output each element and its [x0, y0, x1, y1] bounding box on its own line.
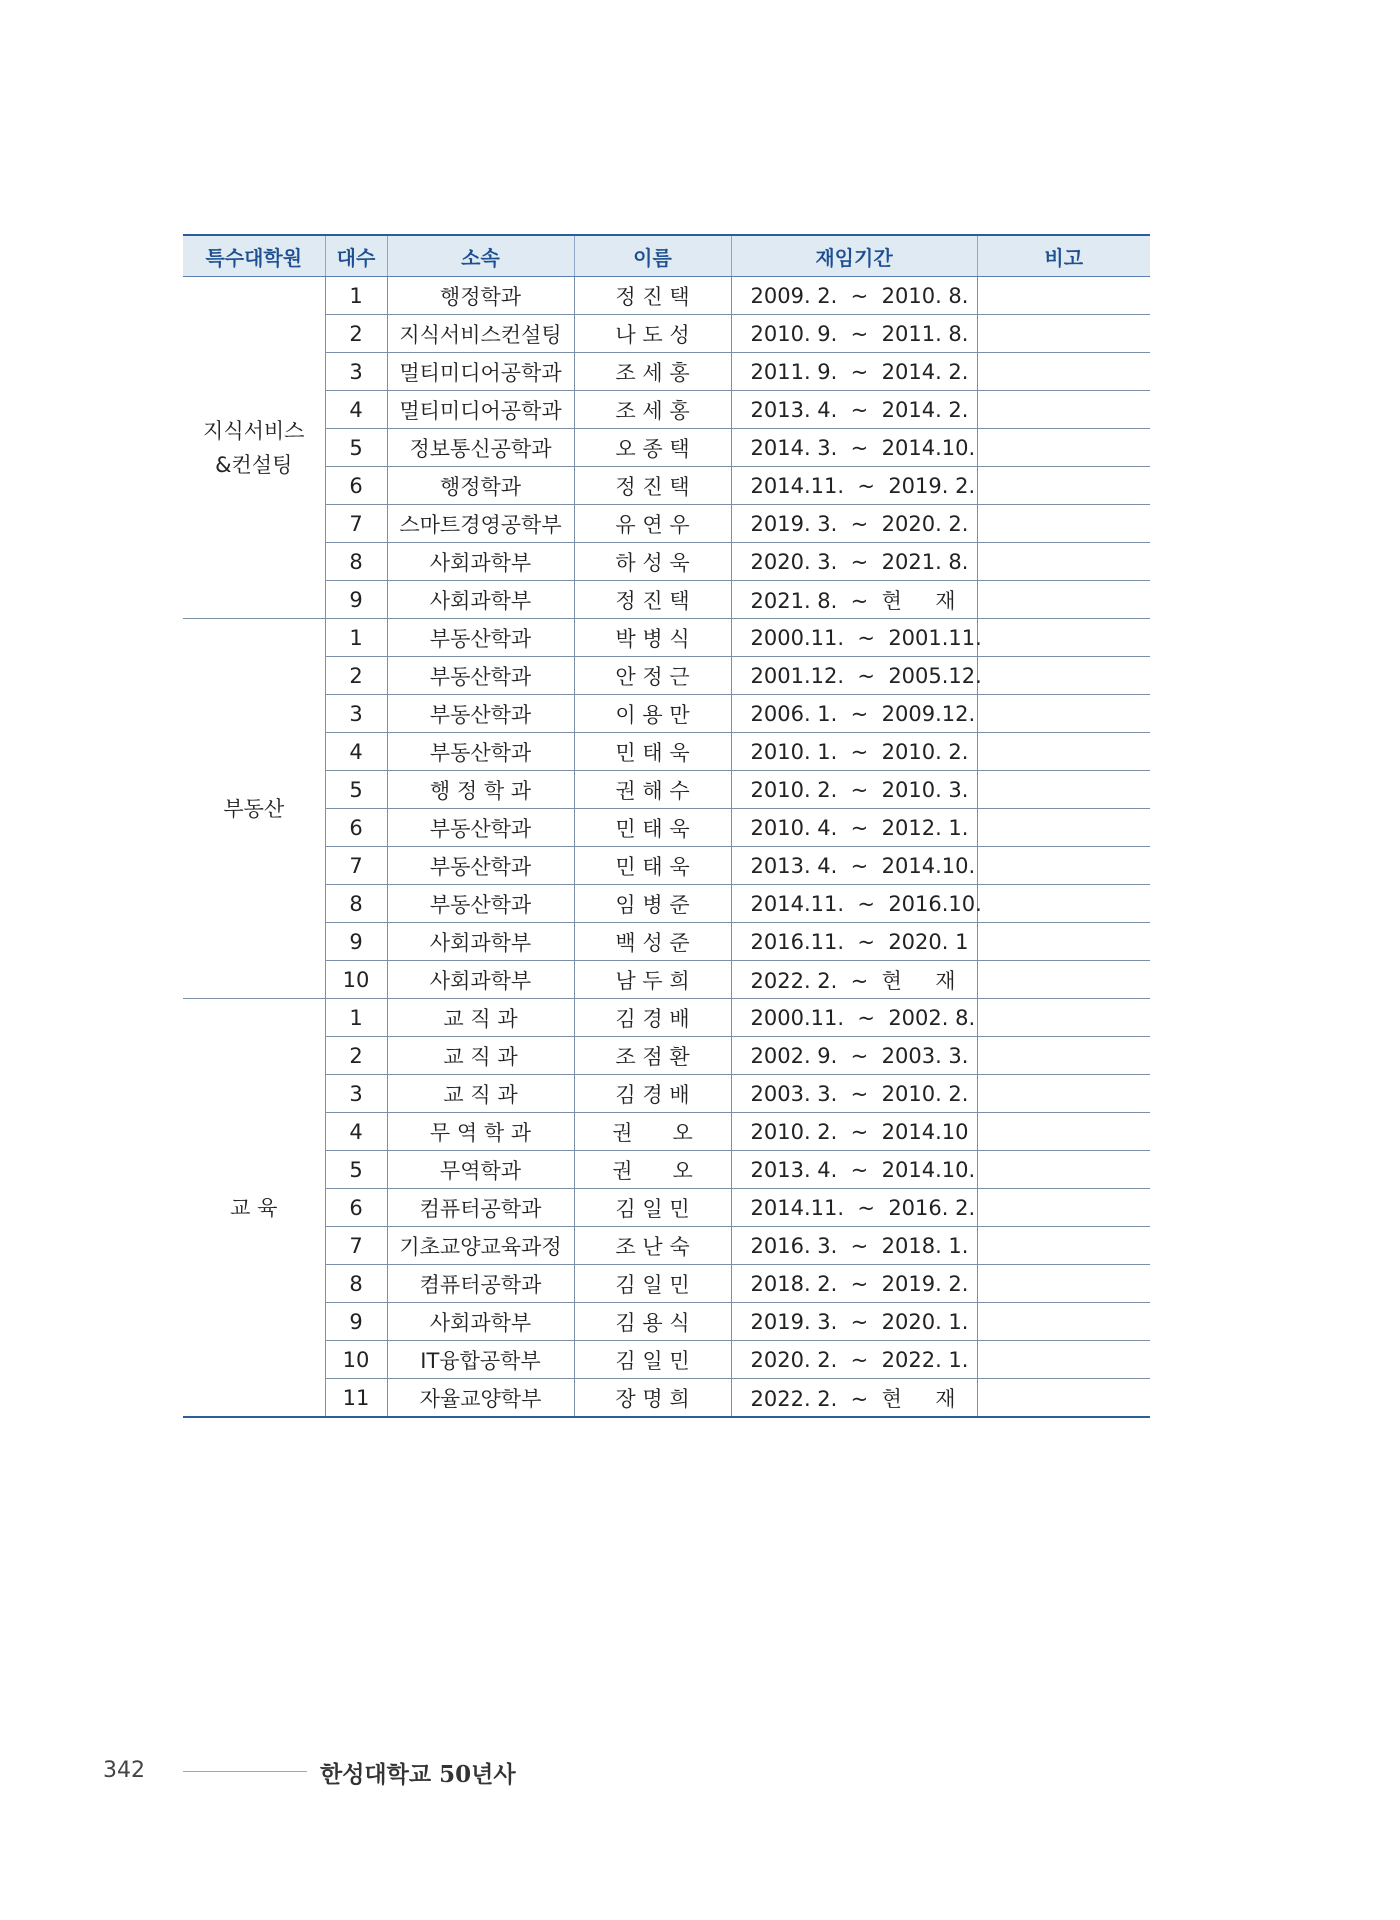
term-cell: 8	[325, 1265, 387, 1303]
remarks-cell	[977, 961, 1150, 999]
remarks-cell	[977, 581, 1150, 619]
remarks-cell	[977, 695, 1150, 733]
department-cell: 정보통신공학과	[387, 429, 574, 467]
term-cell: 9	[325, 581, 387, 619]
name-cell: 정 진 택	[574, 277, 731, 315]
period-cell: 2002. 9. ~ 2003. 3.	[731, 1037, 977, 1075]
department-cell: 컴퓨터공학과	[387, 1189, 574, 1227]
term-cell: 10	[325, 1341, 387, 1379]
term-cell: 7	[325, 847, 387, 885]
remarks-cell	[977, 1189, 1150, 1227]
remarks-cell	[977, 619, 1150, 657]
remarks-cell	[977, 1037, 1150, 1075]
remarks-cell	[977, 353, 1150, 391]
department-cell: 부동산학과	[387, 885, 574, 923]
name-cell: 조 세 홍	[574, 353, 731, 391]
period-cell: 2014.11. ~ 2016. 2.	[731, 1189, 977, 1227]
name-cell: 김 일 민	[574, 1341, 731, 1379]
period-cell: 2016. 3. ~ 2018. 1.	[731, 1227, 977, 1265]
period-cell: 2010. 4. ~ 2012. 1.	[731, 809, 977, 847]
department-cell: 교 직 과	[387, 1037, 574, 1075]
table-row	[183, 1341, 1150, 1379]
remarks-cell	[977, 1075, 1150, 1113]
name-cell: 민 태 욱	[574, 847, 731, 885]
name-cell: 남 두 희	[574, 961, 731, 999]
period-cell: 2010. 2. ~ 2014.10	[731, 1113, 977, 1151]
department-cell: 자율교양학부	[387, 1379, 574, 1418]
department-cell: 행정학과	[387, 277, 574, 315]
term-cell: 5	[325, 771, 387, 809]
term-cell: 1	[325, 277, 387, 315]
department-cell: 부동산학과	[387, 809, 574, 847]
term-cell: 1	[325, 999, 387, 1037]
term-cell: 3	[325, 353, 387, 391]
term-cell: 10	[325, 961, 387, 999]
header-department: 소속	[387, 235, 574, 277]
table-row	[183, 619, 1150, 657]
table-row	[183, 771, 1150, 809]
table-row	[183, 1075, 1150, 1113]
remarks-cell	[977, 847, 1150, 885]
table-row	[183, 885, 1150, 923]
remarks-cell	[977, 657, 1150, 695]
term-cell: 6	[325, 1189, 387, 1227]
remarks-cell	[977, 315, 1150, 353]
table-row	[183, 1037, 1150, 1075]
period-cell: 2019. 3. ~ 2020. 2.	[731, 505, 977, 543]
name-cell: 나 도 성	[574, 315, 731, 353]
table-row	[183, 961, 1150, 999]
page-number: 342	[103, 1758, 145, 1783]
remarks-cell	[977, 885, 1150, 923]
name-cell: 장 명 희	[574, 1379, 731, 1418]
table-body	[183, 277, 1150, 1418]
term-cell: 6	[325, 809, 387, 847]
term-cell: 2	[325, 315, 387, 353]
table-row	[183, 277, 1150, 315]
term-cell: 5	[325, 1151, 387, 1189]
term-cell: 9	[325, 923, 387, 961]
remarks-cell	[977, 1227, 1150, 1265]
department-cell: 사회과학부	[387, 1303, 574, 1341]
period-cell: 2014.11. ~ 2019. 2.	[731, 467, 977, 505]
name-cell: 김 용 식	[574, 1303, 731, 1341]
period-cell: 2016.11. ~ 2020. 1	[731, 923, 977, 961]
group-name-line: 교 육	[230, 1195, 278, 1220]
tenure-table	[183, 234, 1150, 1418]
remarks-cell	[977, 391, 1150, 429]
name-cell: 조 세 홍	[574, 391, 731, 429]
department-cell: 사회과학부	[387, 923, 574, 961]
name-cell: 권 오	[574, 1151, 731, 1189]
remarks-cell	[977, 809, 1150, 847]
table-row	[183, 429, 1150, 467]
period-cell: 2021. 8. ~ 현 재	[731, 581, 977, 619]
department-cell: IT융합공학부	[387, 1341, 574, 1379]
name-cell: 권 오	[574, 1113, 731, 1151]
term-cell: 5	[325, 429, 387, 467]
name-cell: 김 일 민	[574, 1189, 731, 1227]
remarks-cell	[977, 1113, 1150, 1151]
name-cell: 김 경 배	[574, 1075, 731, 1113]
department-cell: 교 직 과	[387, 999, 574, 1037]
group-name-cell	[183, 277, 325, 619]
period-cell: 2003. 3. ~ 2010. 2.	[731, 1075, 977, 1113]
table-row	[183, 581, 1150, 619]
term-cell: 6	[325, 467, 387, 505]
term-cell: 2	[325, 657, 387, 695]
department-cell: 부동산학과	[387, 733, 574, 771]
department-cell: 교 직 과	[387, 1075, 574, 1113]
period-cell: 2000.11. ~ 2002. 8.	[731, 999, 977, 1037]
table-row	[183, 505, 1150, 543]
term-cell: 4	[325, 391, 387, 429]
term-cell: 8	[325, 543, 387, 581]
table-row	[183, 1379, 1150, 1418]
name-cell: 조 점 환	[574, 1037, 731, 1075]
footer-divider	[183, 1771, 307, 1772]
department-cell: 켬퓨터공학과	[387, 1265, 574, 1303]
header-period: 재임기간	[731, 235, 977, 277]
term-cell: 4	[325, 733, 387, 771]
name-cell: 하 성 욱	[574, 543, 731, 581]
term-cell: 7	[325, 1227, 387, 1265]
book-title: 한성대학교 50년사	[320, 1761, 516, 1788]
table-row	[183, 467, 1150, 505]
table-row	[183, 695, 1150, 733]
period-cell: 2013. 4. ~ 2014.10.	[731, 847, 977, 885]
department-cell: 행 정 학 과	[387, 771, 574, 809]
term-cell: 3	[325, 1075, 387, 1113]
header-graduate-school: 특수대학원	[183, 235, 325, 277]
department-cell: 기초교양교육과정	[387, 1227, 574, 1265]
remarks-cell	[977, 429, 1150, 467]
group-name-line: 지식서비스	[203, 418, 305, 443]
name-cell: 안 정 근	[574, 657, 731, 695]
remarks-cell	[977, 277, 1150, 315]
period-cell: 2010. 1. ~ 2010. 2.	[731, 733, 977, 771]
group-name-cell	[183, 619, 325, 999]
term-cell: 9	[325, 1303, 387, 1341]
period-cell: 2013. 4. ~ 2014. 2.	[731, 391, 977, 429]
period-cell: 2014. 3. ~ 2014.10.	[731, 429, 977, 467]
table-row	[183, 1227, 1150, 1265]
department-cell: 멀티미디어공학과	[387, 391, 574, 429]
name-cell: 정 진 택	[574, 581, 731, 619]
term-cell: 3	[325, 695, 387, 733]
name-cell: 임 병 준	[574, 885, 731, 923]
group-name-cell	[183, 999, 325, 1418]
table-row	[183, 315, 1150, 353]
header-row	[183, 235, 1150, 277]
term-cell: 11	[325, 1379, 387, 1418]
table-row	[183, 1303, 1150, 1341]
period-cell: 2022. 2. ~ 현 재	[731, 1379, 977, 1418]
table-row	[183, 657, 1150, 695]
remarks-cell	[977, 543, 1150, 581]
department-cell: 멀티미디어공학과	[387, 353, 574, 391]
name-cell: 오 종 택	[574, 429, 731, 467]
group-name-line: 부동산	[223, 796, 285, 821]
remarks-cell	[977, 999, 1150, 1037]
name-cell: 김 일 민	[574, 1265, 731, 1303]
table-row	[183, 1151, 1150, 1189]
name-cell: 정 진 택	[574, 467, 731, 505]
remarks-cell	[977, 923, 1150, 961]
period-cell: 2022. 2. ~ 현 재	[731, 961, 977, 999]
name-cell: 이 용 만	[574, 695, 731, 733]
name-cell: 민 태 욱	[574, 809, 731, 847]
table-row	[183, 1265, 1150, 1303]
term-cell: 2	[325, 1037, 387, 1075]
table-row	[183, 923, 1150, 961]
remarks-cell	[977, 733, 1150, 771]
table-row	[183, 1113, 1150, 1151]
period-cell: 2009. 2. ~ 2010. 8.	[731, 277, 977, 315]
remarks-cell	[977, 1341, 1150, 1379]
remarks-cell	[977, 1303, 1150, 1341]
table-row	[183, 391, 1150, 429]
department-cell: 사회과학부	[387, 543, 574, 581]
name-cell: 권 해 수	[574, 771, 731, 809]
period-cell: 2020. 3. ~ 2021. 8.	[731, 543, 977, 581]
name-cell: 김 경 배	[574, 999, 731, 1037]
department-cell: 부동산학과	[387, 847, 574, 885]
header-remarks: 비고	[977, 235, 1150, 277]
period-cell: 2001.12. ~ 2005.12.	[731, 657, 977, 695]
table-row	[183, 809, 1150, 847]
name-cell: 백 성 준	[574, 923, 731, 961]
remarks-cell	[977, 1265, 1150, 1303]
term-cell: 7	[325, 505, 387, 543]
term-cell: 4	[325, 1113, 387, 1151]
name-cell: 조 난 숙	[574, 1227, 731, 1265]
term-cell: 8	[325, 885, 387, 923]
name-cell: 박 병 식	[574, 619, 731, 657]
remarks-cell	[977, 1151, 1150, 1189]
header-term: 대수	[325, 235, 387, 277]
department-cell: 사회과학부	[387, 581, 574, 619]
group-name-line: &컨설팅	[215, 452, 293, 477]
table-row	[183, 999, 1150, 1037]
period-cell: 2000.11. ~ 2001.11.	[731, 619, 977, 657]
header-name: 이름	[574, 235, 731, 277]
period-cell: 2010. 9. ~ 2011. 8.	[731, 315, 977, 353]
department-cell: 사회과학부	[387, 961, 574, 999]
period-cell: 2018. 2. ~ 2019. 2.	[731, 1265, 977, 1303]
table-row	[183, 847, 1150, 885]
department-cell: 무 역 학 과	[387, 1113, 574, 1151]
remarks-cell	[977, 467, 1150, 505]
name-cell: 민 태 욱	[574, 733, 731, 771]
table-header	[183, 235, 1150, 277]
period-cell: 2006. 1. ~ 2009.12.	[731, 695, 977, 733]
department-cell: 부동산학과	[387, 657, 574, 695]
period-cell: 2019. 3. ~ 2020. 1.	[731, 1303, 977, 1341]
table-row	[183, 543, 1150, 581]
period-cell: 2010. 2. ~ 2010. 3.	[731, 771, 977, 809]
department-cell: 무역학과	[387, 1151, 574, 1189]
department-cell: 부동산학과	[387, 619, 574, 657]
period-cell: 2013. 4. ~ 2014.10.	[731, 1151, 977, 1189]
period-cell: 2020. 2. ~ 2022. 1.	[731, 1341, 977, 1379]
remarks-cell	[977, 771, 1150, 809]
period-cell: 2014.11. ~ 2016.10.	[731, 885, 977, 923]
table-row	[183, 353, 1150, 391]
department-cell: 행정학과	[387, 467, 574, 505]
name-cell: 유 연 우	[574, 505, 731, 543]
department-cell: 지식서비스컨설팅	[387, 315, 574, 353]
remarks-cell	[977, 1379, 1150, 1418]
table-row	[183, 733, 1150, 771]
remarks-cell	[977, 505, 1150, 543]
department-cell: 부동산학과	[387, 695, 574, 733]
period-cell: 2011. 9. ~ 2014. 2.	[731, 353, 977, 391]
term-cell: 1	[325, 619, 387, 657]
department-cell: 스마트경영공학부	[387, 505, 574, 543]
table-row	[183, 1189, 1150, 1227]
